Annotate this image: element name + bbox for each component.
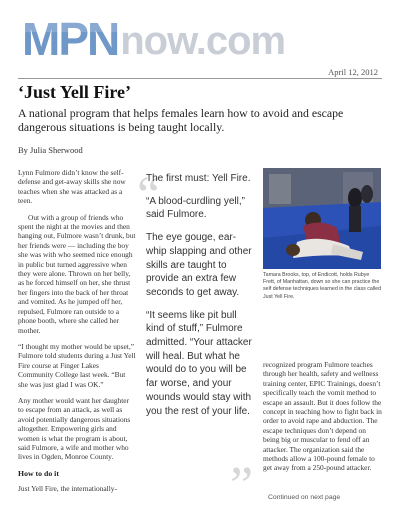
logo-gloss	[22, 14, 285, 32]
section-subhead: How to do it	[18, 468, 59, 478]
paragraph: Out with a group of friends who spent the night at the movies and then hanging out, Fulmore wasn’t drunk, but her friends were — including the boy she was with who seemed nice enough in public but turned aggressive when they were alone. Thrown on her belly, as he forced himself on her, she thrust her fingers into the back of her throat and vomited. As he jumped off her, repulsed, Fulmore ran outside to a phone booth, where she called her mother.	[18, 212, 136, 335]
pull-quote-line: “A blood-curdling yell,” said Fulmore.	[146, 195, 245, 221]
pull-quote	[146, 172, 256, 427]
paragraph: Just Yell Fire, the internationally-	[18, 484, 117, 494]
masthead	[0, 0, 400, 66]
pull-quote-line: “It seems like pit bull kind of stuff,” Fulmore admitted. “Your attacker will heal. But what he would do to you will be far worse, and your wounds would stay with you the rest of your life.	[146, 309, 252, 417]
logo-now-text: now.com	[120, 19, 286, 63]
pull-quote-line: The first must: Yell Fire.	[146, 173, 251, 184]
self-defense-class-photo	[263, 168, 381, 269]
header-divider	[18, 78, 382, 79]
paragraph: “I thought my mother would be upset,” Fulmore told students during a Just Yell Fire course at Finger Lakes Community College last week. “But she was just glad I was OK.”	[18, 341, 136, 389]
logo-mpn-text: MPN	[22, 13, 119, 65]
paragraph: Any mother would want her daughter to escape from an attack, as well as avoid potentially dangerous situations altogether. Empowering girls and women is what the program is about, said Fulmore, a wife and mother who lives in Ogden, Monroe County.	[18, 395, 131, 462]
article-column-right: recognized program Fulmore teaches through her health, safety and wellness training center, EPIC Trainings, doesn’t specifically teach the vomit method to escape an assault. But it does follow the concept in teaching how to fight back in order to avoid rape and abduction. The escape techniques don’t depend on being big or muscular to fend off an attacker. The organization said the methods allow a 100-pound female to get away from a 250-pound attacker.	[263, 360, 382, 473]
publication-date: April 12, 2012	[328, 67, 378, 77]
continued-link[interactable]: Continued on next page	[268, 494, 341, 501]
paragraph: Lynn Fulmore didn’t know the self-defense and get-away skills she now teaches when she was attacked as a teen.	[18, 168, 126, 206]
pull-quote-line: The eye gouge, ear-whip slapping and other skills are taught to provide an extra few seconds to get away.	[146, 232, 252, 298]
article-photo[interactable]	[263, 168, 381, 269]
article-headline: ‘Just Yell Fire’	[18, 82, 131, 102]
close-quote-mark-icon: ”	[230, 457, 254, 514]
article-byline: By Julia Sherwood	[18, 145, 83, 155]
mpnnow-logo[interactable]	[22, 13, 286, 65]
open-quote-mark-icon: “	[137, 167, 161, 224]
photo-caption: Tamara Brooks, top, of Endicott, holds Rubye Frett, of Manhattan, down so she can practice the self defense techniques learned in the class called Just Yell Fire.	[263, 272, 382, 300]
article-deck: A national program that helps females learn how to avoid and escape dangerous situations is being taught locally.	[18, 106, 344, 134]
article-column-left	[18, 168, 136, 501]
